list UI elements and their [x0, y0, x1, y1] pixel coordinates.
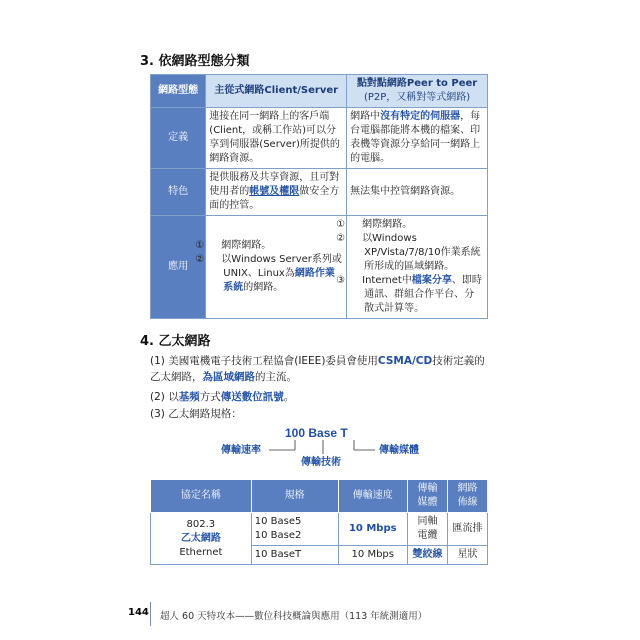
diagram-media-label: 傳輸媒體: [379, 445, 419, 456]
footer-divider: [150, 602, 151, 626]
section4-title: 4. 乙太網路: [140, 334, 211, 349]
network-type-table: [150, 74, 488, 319]
cell-speed-coax: 10 Mbps: [338, 513, 408, 546]
row-label-application: 應用: [151, 216, 206, 319]
col-media: 傳輸 媒體: [408, 480, 448, 513]
footer-text: 超人 60 天特攻本——數位科技概論與應用（113 年統測適用）: [160, 611, 428, 622]
cell-p2p-application: ① 網際網路。 ② 以Windows XP/Vista/7/8/10作業系統所形成的區域網路。 ③ Internet中檔案分享、即時通訊、群組合作平台、分散式計算等。: [347, 216, 488, 319]
cell-spec-coax: 10 Base5 10 Base2: [251, 513, 338, 546]
cell-media-coax: 同軸 電纜: [408, 513, 448, 546]
col-spec: 規格: [251, 480, 338, 513]
cell-media-twisted: 雙絞線: [408, 546, 448, 565]
diagram-tech-label: 傳輸技術: [301, 457, 341, 468]
section3-title: 3. 依網路型態分類: [140, 54, 250, 69]
paragraph-1: (1) 美國電機電子技術工程協會(IEEE)委員會使用CSMA/CD技術定義的乙太網路，為區域網路的主流。: [150, 355, 485, 383]
cell-cs-feature: 提供服務及共享資源，且可對使用者的帳號及權限做安全方面的控管。: [206, 169, 347, 216]
row-label-feature: 特色: [151, 169, 206, 216]
cell-wiring-star: 星狀: [448, 546, 488, 565]
diagram-code: 100 Base T: [285, 428, 348, 440]
col-protocol: 協定名稱: [151, 480, 252, 513]
paragraph-2: (2) 以基頻方式傳送數位訊號。: [150, 391, 295, 403]
cell-wiring-bus: 匯流排: [448, 513, 488, 546]
diagram-speed-label: 傳輸速率: [221, 445, 261, 456]
page-number: 144: [128, 607, 149, 618]
cell-cs-definition: 連接在同一網路上的客戶端(Client，或稱工作站)可以分享到伺服器(Server)所提供的網路資源。: [206, 108, 347, 169]
ethernet-spec-diagram: [215, 428, 455, 468]
cell-p2p-feature: 無法集中控管網路資源。: [347, 169, 488, 216]
cell-speed-twisted: 10 Mbps: [338, 546, 408, 565]
cell-cs-application: ① 網際網路。 ② 以Windows Server系列或UNIX、Linux為網路作業系統的網路。: [206, 216, 347, 319]
header-type: 網路型態: [151, 75, 206, 108]
row-label-definition: 定義: [151, 108, 206, 169]
col-speed: 傳輸速度: [338, 480, 408, 513]
cell-p2p-definition: 網路中沒有特定的伺服器，每台電腦都能將本機的檔案、印表機等資源分享給同一網路上的電腦。: [347, 108, 488, 169]
ethernet-spec-table: [150, 479, 488, 565]
cell-protocol-name: 802.3 乙太網路 Ethernet: [151, 513, 252, 565]
header-client-server: 主從式網路Client/Server: [206, 75, 347, 108]
cell-spec-twisted: 10 BaseT: [251, 546, 338, 565]
header-p2p: 點對點網路Peer to Peer (P2P，又稱對等式網路): [347, 75, 488, 108]
col-wiring: 網路 佈線: [448, 480, 488, 513]
paragraph-3: (3) 乙太網路規格：: [150, 408, 242, 420]
